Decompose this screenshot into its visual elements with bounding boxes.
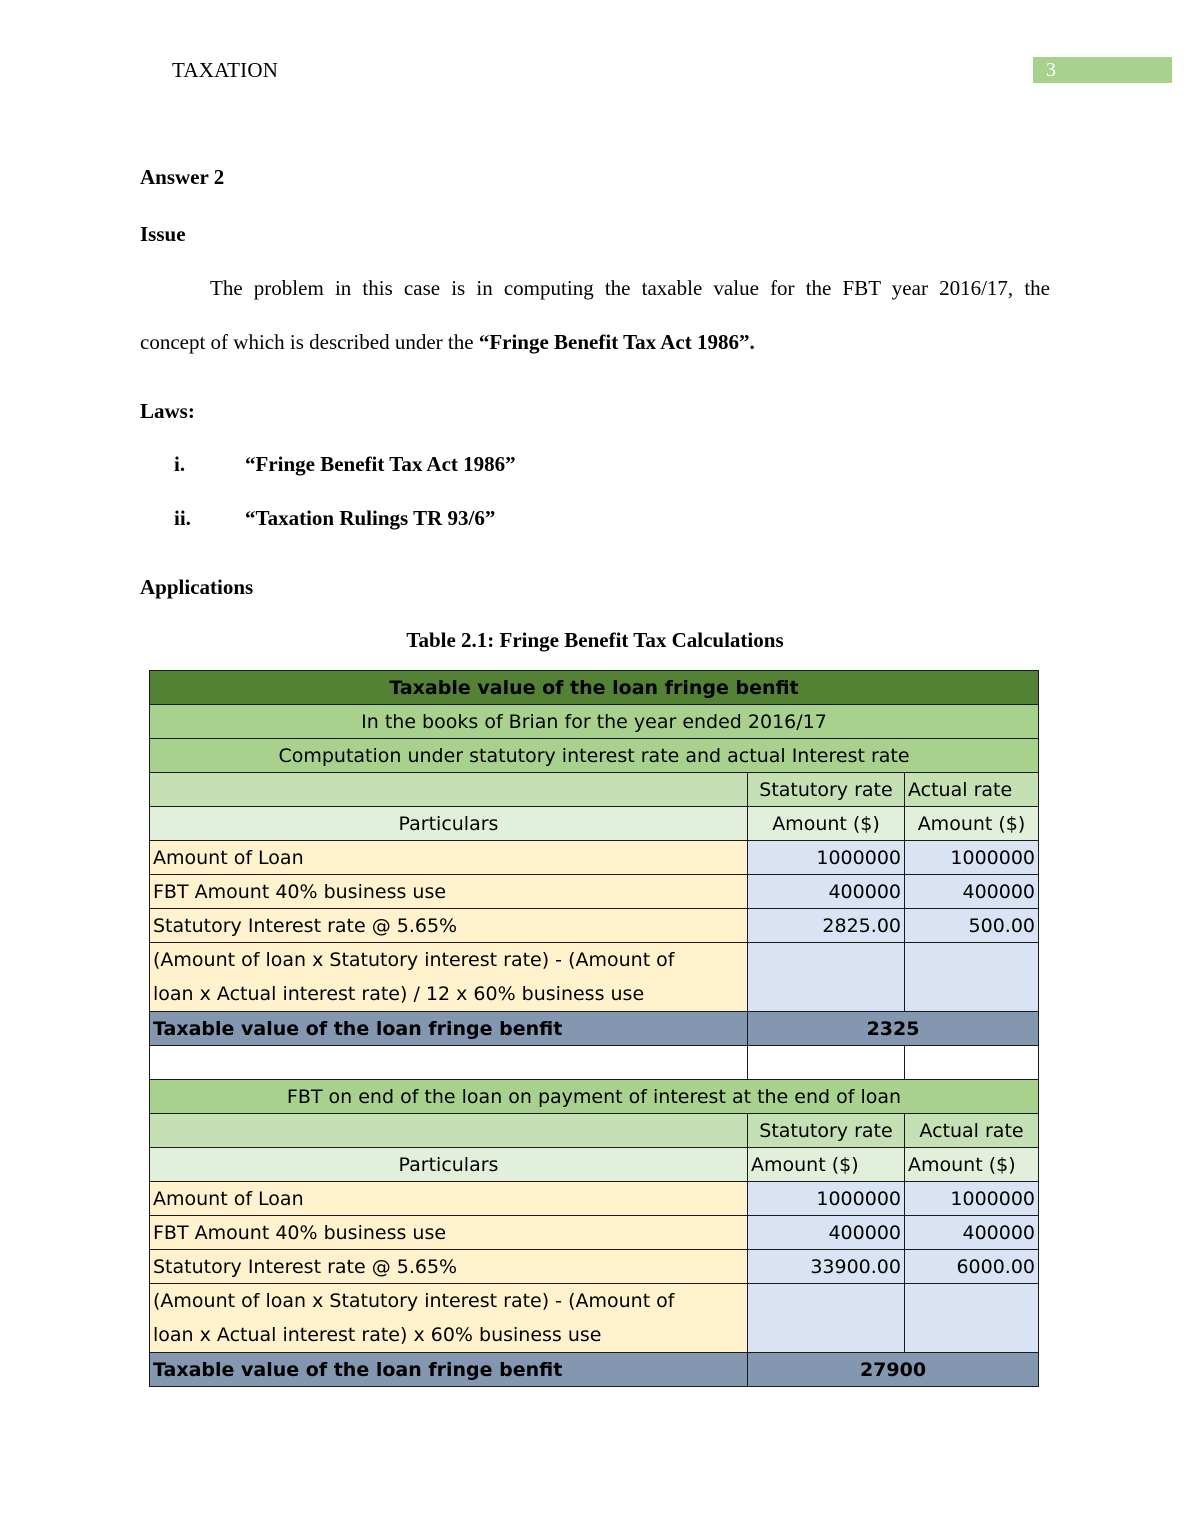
statutory-value: 1000000 (748, 841, 905, 875)
table-row (150, 875, 1039, 909)
answer-heading: Answer 2 (140, 165, 225, 189)
amount-header-row (150, 1148, 1039, 1182)
rate-header-row (150, 1114, 1039, 1148)
empty-cell (150, 1046, 748, 1080)
formula-line: (Amount of loan x Statutory interest rate) - (Amount of (153, 1290, 675, 1312)
law-number: ii. (174, 506, 191, 530)
table-row (150, 909, 1039, 943)
total-label: Taxable value of the loan fringe benfit (150, 1353, 748, 1387)
row-label: Statutory Interest rate @ 5.65% (150, 1250, 748, 1284)
table-row (150, 1216, 1039, 1250)
actual-rate-header: Actual rate (905, 773, 1039, 807)
formula-line: loan x Actual interest rate) x 60% business use (153, 1324, 602, 1346)
row-label: Amount of Loan (150, 1182, 748, 1216)
actual-rate-header: Actual rate (905, 1114, 1039, 1148)
empty-cell (150, 1114, 748, 1148)
statutory-value: 33900.00 (748, 1250, 905, 1284)
section-heading: FBT on end of the loan on payment of interest at the end of loan (150, 1080, 1039, 1114)
section-heading: Computation under statutory interest rate and actual Interest rate (150, 739, 1039, 773)
empty-cell (748, 1046, 905, 1080)
table-row (150, 1250, 1039, 1284)
rate-header-row (150, 773, 1039, 807)
row-label: Amount of Loan (150, 841, 748, 875)
total-row (150, 1353, 1039, 1387)
amount-header-row (150, 807, 1039, 841)
actual-value: 400000 (905, 1216, 1039, 1250)
statutory-value: 1000000 (748, 1182, 905, 1216)
issue-paragraph-line2 (140, 330, 755, 355)
statutory-rate-header: Statutory rate (748, 773, 905, 807)
running-head: TAXATION (172, 58, 279, 82)
total-row (150, 1012, 1039, 1046)
actual-amount-header: Amount ($) (905, 807, 1039, 841)
particulars-header: Particulars (150, 807, 748, 841)
statutory-amount-header: Amount ($) (748, 807, 905, 841)
table-caption: Table 2.1: Fringe Benefit Tax Calculations (406, 628, 784, 652)
statutory-rate-header: Statutory rate (748, 1114, 905, 1148)
actual-value: 1000000 (905, 841, 1039, 875)
actual-amount-header: Amount ($) (905, 1148, 1039, 1182)
empty-cell (748, 943, 905, 1012)
fbt-table (149, 670, 1039, 1387)
statutory-amount-header: Amount ($) (748, 1148, 905, 1182)
empty-cell (905, 943, 1039, 1012)
statutory-value: 2825.00 (748, 909, 905, 943)
total-value: 27900 (748, 1353, 1039, 1387)
actual-value: 500.00 (905, 909, 1039, 943)
section-heading-row (150, 739, 1039, 773)
actual-value: 400000 (905, 875, 1039, 909)
issue-heading: Issue (140, 222, 186, 246)
statutory-value: 400000 (748, 875, 905, 909)
formula-line: (Amount of loan x Statutory interest rate) - (Amount of (153, 949, 675, 971)
law-item: “Fringe Benefit Tax Act 1986” (245, 452, 516, 476)
empty-cell (905, 1046, 1039, 1080)
formula-label (150, 943, 748, 1012)
laws-heading: Laws: (140, 399, 195, 423)
table-row (150, 1182, 1039, 1216)
law-number: i. (174, 452, 186, 476)
formula-line: loan x Actual interest rate) / 12 x 60% business use (153, 983, 645, 1005)
spacer-row (150, 1046, 1039, 1080)
table-title: Taxable value of the loan fringe benfit (150, 671, 1039, 705)
act-name: “Fringe Benefit Tax Act 1986”. (478, 330, 755, 354)
empty-cell (905, 1284, 1039, 1353)
formula-row (150, 943, 1039, 1012)
total-value: 2325 (748, 1012, 1039, 1046)
actual-value: 6000.00 (905, 1250, 1039, 1284)
row-label: Statutory Interest rate @ 5.65% (150, 909, 748, 943)
actual-value: 1000000 (905, 1182, 1039, 1216)
table-subtitle: In the books of Brian for the year ended 2016/17 (150, 705, 1039, 739)
section-heading-row (150, 1080, 1039, 1114)
formula-label (150, 1284, 748, 1353)
row-label: FBT Amount 40% business use (150, 875, 748, 909)
statutory-value: 400000 (748, 1216, 905, 1250)
table-title-row (150, 671, 1039, 705)
table-row (150, 841, 1039, 875)
page-number-badge: 3 (1033, 57, 1172, 83)
row-label: FBT Amount 40% business use (150, 1216, 748, 1250)
total-label: Taxable value of the loan fringe benfit (150, 1012, 748, 1046)
law-item: “Taxation Rulings TR 93/6” (245, 506, 496, 530)
particulars-header: Particulars (150, 1148, 748, 1182)
table-subtitle-row (150, 705, 1039, 739)
empty-cell (748, 1284, 905, 1353)
empty-cell (150, 773, 748, 807)
formula-row (150, 1284, 1039, 1353)
issue-text: concept of which is described under the (140, 330, 479, 354)
issue-paragraph-line1: The problem in this case is in computing the taxable value for the FBT year 2016/17, the (210, 276, 1050, 300)
applications-heading: Applications (140, 575, 254, 599)
